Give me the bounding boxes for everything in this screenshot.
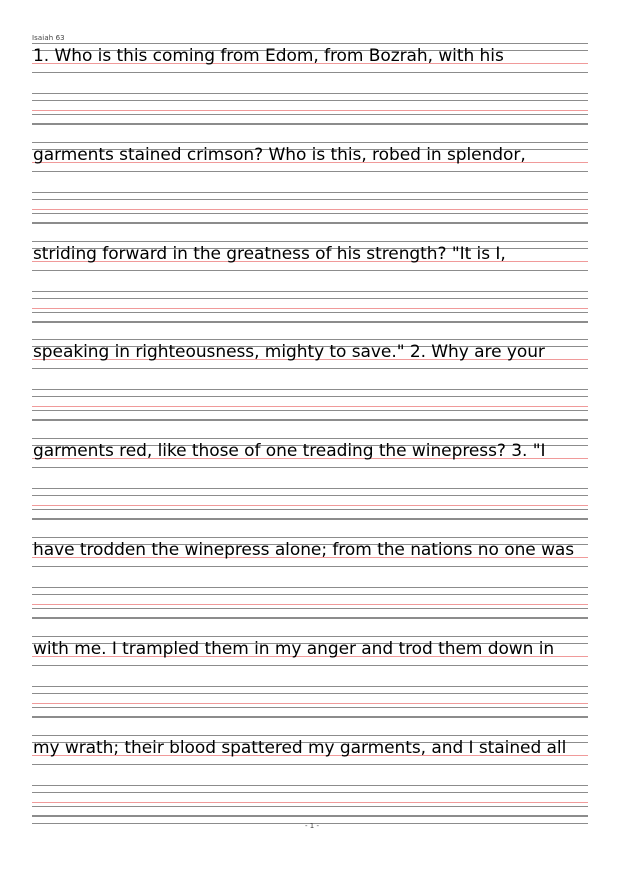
ruled-line <box>32 241 588 242</box>
block-separator-line <box>32 222 588 224</box>
ruled-line <box>32 566 588 567</box>
midline-guide <box>32 209 588 210</box>
practice-text-line: garments red, like those of one treading the winepress? 3. "I <box>33 441 546 461</box>
block-separator-line <box>32 716 588 718</box>
page-number: - 1 - <box>305 822 319 830</box>
ruled-line <box>32 192 588 193</box>
ruled-line <box>32 396 588 397</box>
ruled-line <box>32 665 588 666</box>
ruled-line <box>32 537 588 538</box>
ruled-line <box>32 93 588 94</box>
midline-guide <box>32 308 588 309</box>
ruled-line <box>32 389 588 390</box>
ruled-line <box>32 735 588 736</box>
ruled-line <box>32 171 588 172</box>
ruled-line <box>32 270 588 271</box>
ruled-line <box>32 339 588 340</box>
ruled-line <box>32 291 588 292</box>
midline-guide <box>32 110 588 111</box>
ruled-line <box>32 806 588 807</box>
block-separator-line <box>32 518 588 520</box>
midline-guide <box>32 406 588 407</box>
ruled-line <box>32 495 588 496</box>
ruled-line <box>32 43 588 44</box>
ruled-line <box>32 467 588 468</box>
practice-text-line: have trodden the winepress alone; from the nations no one was <box>33 540 575 560</box>
midline-guide <box>32 703 588 704</box>
ruled-line <box>32 488 588 489</box>
ruled-line <box>32 693 588 694</box>
ruled-line <box>32 410 588 411</box>
page-header-title: Isaiah 63 <box>32 34 65 42</box>
midline-guide <box>32 802 588 803</box>
ruled-line <box>32 100 588 101</box>
block-separator-line <box>32 321 588 323</box>
practice-text-line: speaking in righteousness, mighty to save." 2. Why are your <box>33 342 545 362</box>
ruled-line <box>32 213 588 214</box>
ruled-line <box>32 785 588 786</box>
block-separator-line <box>32 419 588 421</box>
midline-guide <box>32 505 588 506</box>
ruled-line <box>32 199 588 200</box>
midline-guide <box>32 604 588 605</box>
ruled-line <box>32 368 588 369</box>
ruled-line <box>32 509 588 510</box>
ruled-line <box>32 686 588 687</box>
ruled-line <box>32 636 588 637</box>
ruled-line <box>32 587 588 588</box>
practice-text-line: striding forward in the greatness of his strength? "It is I, <box>33 244 506 264</box>
practice-text-line: 1. Who is this coming from Edom, from Bozrah, with his <box>33 46 504 66</box>
block-separator-line <box>32 617 588 619</box>
ruled-line <box>32 142 588 143</box>
practice-text-line: garments stained crimson? Who is this, robed in splendor, <box>33 145 526 165</box>
ruled-line <box>32 792 588 793</box>
ruled-line <box>32 312 588 313</box>
ruled-line <box>32 298 588 299</box>
ruled-line <box>32 707 588 708</box>
ruled-line <box>32 114 588 115</box>
ruled-line <box>32 594 588 595</box>
practice-text-line: with me. I trampled them in my anger and trod them down in <box>33 639 555 659</box>
block-separator-line <box>32 123 588 125</box>
ruled-line <box>32 438 588 439</box>
practice-text-line: my wrath; their blood spattered my garments, and I stained all <box>33 738 567 758</box>
ruled-line <box>32 72 588 73</box>
block-separator-line <box>32 815 588 817</box>
ruled-line <box>32 764 588 765</box>
ruled-line <box>32 608 588 609</box>
